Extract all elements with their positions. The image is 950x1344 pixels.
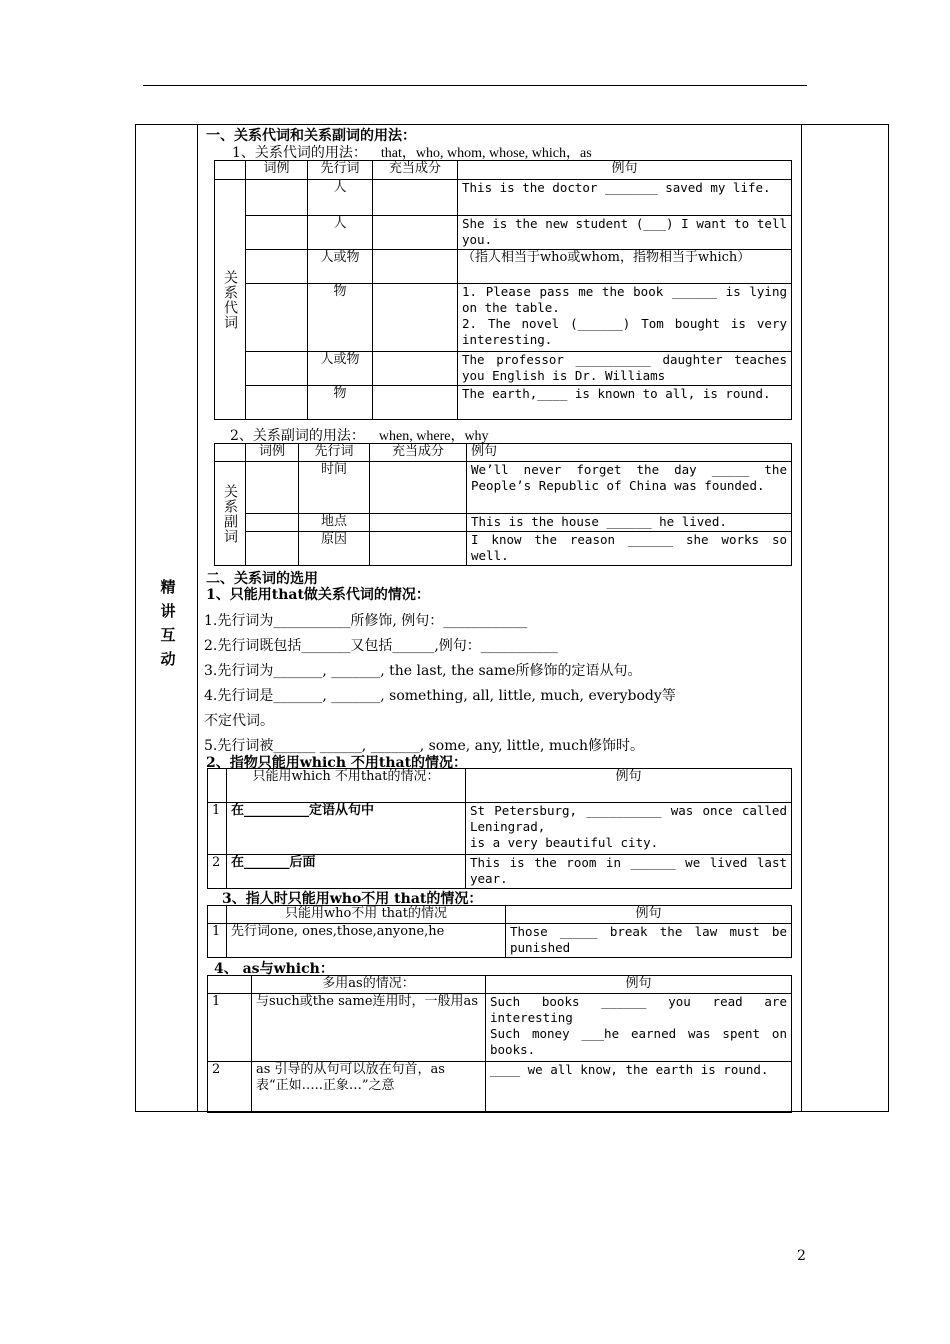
- row-number: 2: [208, 1062, 252, 1113]
- example-cell: 1. Please pass me the book ______ is lying on the table. 2. The novel (______) Tom bought is very interesting.: [458, 284, 792, 352]
- section1-title: 一、关系代词和关系副词的用法：: [206, 128, 416, 144]
- example-cell: The earth,____ is known to all, is round.: [458, 386, 792, 420]
- right-column: [801, 125, 888, 1111]
- s1-sub1: 1、关系代词的用法： that，who, whom, whose, which，as: [232, 145, 592, 161]
- example-cell: She is the new student (___) I want to tell you.: [458, 216, 792, 250]
- as-which-table: [207, 975, 792, 1113]
- example-cell: We’ll never forget the day _____ the People’s Republic of China was founded.: [467, 462, 792, 514]
- row-number: 2: [208, 855, 227, 889]
- antecedent-cell: 时间: [299, 462, 370, 514]
- s2-sub3: 3、指人时只能用who不用 that的情况：: [222, 891, 483, 907]
- example-cell: ____ we all know, the earth is round.: [486, 1062, 792, 1113]
- left-column: [136, 125, 198, 1111]
- rule-item: 5.先行词被______ ______, _______, some, any, little, much修饰时。: [204, 738, 645, 754]
- s2-sub4: 4、 as与which：: [214, 961, 334, 977]
- header-cell: 例句: [506, 906, 792, 924]
- header-cell: 例句: [466, 769, 792, 803]
- which-only-table: [207, 768, 792, 889]
- header-rule: [143, 85, 807, 86]
- rule-item: 不定代词。: [204, 713, 274, 729]
- rule-item: 3.先行词为_______, _______, the last, the same所修饰的定语从句。: [204, 663, 642, 679]
- header-cell: 充当成分: [373, 161, 458, 180]
- antecedent-cell: 人或物: [308, 352, 373, 386]
- header-cell: 先行词: [299, 444, 370, 462]
- antecedent-cell: 人: [308, 180, 373, 216]
- s2-sub1: 1、只能用that做关系代词的情况：: [206, 587, 430, 603]
- rule-item: 2.先行词既包括_______又包括______,例句：___________: [204, 638, 558, 654]
- example-cell: St Petersburg, __________ was once called Leningrad, is a very beautiful city.: [466, 803, 792, 855]
- header-cell: 先行词: [308, 161, 373, 180]
- section2-title: 二、关系词的选用: [206, 571, 318, 587]
- page-number: 2: [797, 1248, 806, 1264]
- who-only-table: [207, 905, 792, 958]
- example-cell: This is the room in ______ we lived last year.: [466, 855, 792, 889]
- side-cell: 关系副词: [215, 462, 246, 566]
- example-cell: This is the doctor _______ saved my life.: [458, 180, 792, 216]
- header-cell: 例句: [486, 976, 792, 994]
- example-cell: Such books ______ you read are interesting Such money ___he earned was spent on books.: [486, 994, 792, 1062]
- example-cell: （指人相当于who或whom，指物相当于which）: [458, 250, 792, 284]
- side-label: 精讲互动: [160, 578, 176, 668]
- example-cell: The professor __________ daughter teaches you English is Dr. Williams: [458, 352, 792, 386]
- relative-adverb-table: [214, 443, 792, 566]
- antecedent-cell: 原因: [299, 532, 370, 566]
- example-cell: This is the house ______ he lived.: [467, 514, 792, 532]
- antecedent-cell: 物: [308, 284, 373, 352]
- row-number: 1: [208, 994, 252, 1062]
- header-cell: 只能用which 不用that的情况：: [227, 769, 466, 803]
- condition-cell: 先行词one, ones,those,anyone,he: [227, 924, 506, 958]
- example-cell: Those _____ break the law must be punished: [506, 924, 792, 958]
- header-cell: 多用as的情况：: [252, 976, 486, 994]
- row-number: 1: [208, 803, 227, 855]
- rule-item: 4.先行词是_______, _______, something, all, little, much, everybody等: [204, 688, 676, 704]
- header-cell: 词例: [246, 161, 308, 180]
- relative-pronoun-table: [214, 160, 792, 420]
- s2-sub2: 2、指物只能用which 不用that的情况：: [206, 755, 468, 771]
- side-cell: 关系代词: [215, 180, 246, 420]
- header-cell: 充当成分: [370, 444, 467, 462]
- condition-cell: 在__________定语从句中: [227, 803, 466, 855]
- condition-cell: 在_______后面: [227, 855, 466, 889]
- header-cell: 例句: [467, 444, 792, 462]
- antecedent-cell: 物: [308, 386, 373, 420]
- antecedent-cell: 地点: [299, 514, 370, 532]
- example-cell: I know the reason ______ she works so well.: [467, 532, 792, 566]
- s1-sub2: 2、关系副词的用法： when, where，why: [230, 428, 489, 444]
- row-number: 1: [208, 924, 227, 958]
- condition-cell: 与such或the same连用时，一般用as: [252, 994, 486, 1062]
- header-cell: 例句: [458, 161, 792, 180]
- header-cell: 只能用who不用 that的情况: [227, 906, 506, 924]
- rule-item: 1.先行词为___________所修饰, 例句：____________: [204, 613, 528, 629]
- condition-cell: as 引导的从句可以放在句首，as 表“正如…..正象…”之意: [252, 1062, 486, 1113]
- antecedent-cell: 人: [308, 216, 373, 250]
- antecedent-cell: 人或物: [308, 250, 373, 284]
- header-cell: 词例: [246, 444, 299, 462]
